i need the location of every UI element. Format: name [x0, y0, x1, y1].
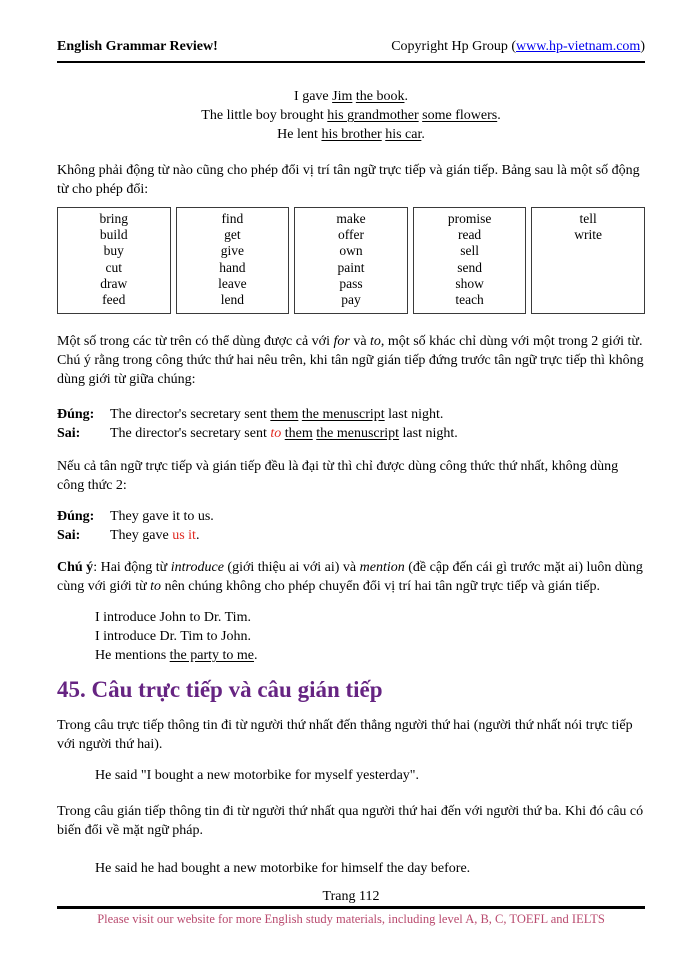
- text-segment: Chú ý: [57, 560, 94, 576]
- verb-item: bring: [99, 211, 129, 226]
- verb-item: hand: [219, 259, 246, 275]
- text-segment: The little boy brought: [201, 108, 328, 123]
- header-copyright: [391, 38, 645, 56]
- para-direct-speech: Trong câu trực tiếp thông tin đi từ người thứ nhất đến thẳng người thứ hai (người thứ nhất nói trực tiếp với người thứ hai).: [57, 718, 633, 753]
- correct-label: Đúng:: [57, 407, 95, 423]
- text-segment: last night.: [384, 407, 444, 423]
- verb-item: show: [455, 275, 484, 291]
- text-segment: (đề cập đến cái gì trước mặt ai) luôn dùng cùng với giới từ: [57, 560, 643, 595]
- copyright-suffix: ): [640, 39, 645, 54]
- text-segment: They gave: [110, 528, 173, 544]
- example-line: [95, 646, 645, 665]
- wrong-sentence: [110, 424, 645, 443]
- text-segment: his grandmother: [327, 108, 419, 123]
- verb-item: sell: [460, 243, 479, 259]
- text-segment: us it: [172, 528, 196, 544]
- text-segment: , một số khác chỉ dùng với một trong 2 giới từ. Chú ý rằng trong công thức thứ hai nêu trên, khi tân ngữ gián tiếp đứng trước tân ngữ trực tiếp thì không dùng giới từ giữa chúng:: [57, 334, 644, 388]
- text-segment: The director's secretary sent: [110, 426, 271, 442]
- para-table-intro: Không phải động từ nào cũng cho phép đổi vị trí tân ngữ trực tiếp và gián tiếp. Bảng sau là một số động từ cho phép đổi:: [57, 163, 640, 197]
- text-segment: I introduce John to Dr. Tim.: [95, 610, 251, 626]
- correct-row: [57, 507, 645, 526]
- correct-wrong-block-1: [57, 405, 645, 443]
- verb-table-column: [57, 207, 171, 314]
- example-line: [57, 125, 645, 144]
- header-title: English Grammar Review!: [57, 39, 218, 54]
- text-segment: them: [284, 426, 313, 442]
- text-segment: They gave it to us.: [110, 509, 214, 525]
- verb-item: leave: [218, 275, 247, 291]
- verb-table-column: [176, 207, 290, 314]
- text-segment: his car: [385, 127, 422, 142]
- footer-rule: [57, 906, 645, 909]
- text-segment: I introduce Dr. Tim to John.: [95, 629, 251, 645]
- text-segment: to: [150, 579, 162, 595]
- ditransitive-examples: [57, 87, 645, 144]
- example-indirect-speech: He said he had bought a new motorbike for himself the day before.: [95, 861, 471, 877]
- copyright-prefix: Copyright Hp Group (: [391, 39, 517, 54]
- example-line: [57, 87, 645, 106]
- text-segment: He lent: [277, 127, 322, 142]
- verb-item: promise: [447, 211, 492, 226]
- correct-sentence: [110, 405, 645, 424]
- correct-sentence: [110, 507, 645, 526]
- verb-item: own: [339, 243, 363, 259]
- wrong-row: [57, 424, 645, 443]
- verb-item: make: [336, 211, 366, 226]
- verb-item: find: [221, 211, 244, 226]
- verb-table-column: [413, 207, 527, 314]
- verb-item: lend: [220, 292, 245, 308]
- verb-item: teach: [455, 292, 484, 308]
- example-line: [95, 608, 645, 627]
- text-segment: to: [370, 334, 381, 350]
- verb-table: [57, 207, 645, 314]
- text-segment: some flowers: [422, 108, 498, 123]
- verb-item: paint: [337, 259, 365, 275]
- text-segment: He mentions: [95, 648, 170, 664]
- text-segment: the menuscript: [301, 407, 385, 423]
- text-segment: và: [349, 334, 371, 350]
- verb-item: pay: [341, 292, 361, 308]
- section-heading-45: 45. Câu trực tiếp và câu gián tiếp: [57, 677, 383, 703]
- page-footer: [57, 888, 645, 927]
- wrong-sentence: [110, 526, 645, 545]
- example-direct-speech: He said "I bought a new motorbike for myself yesterday".: [95, 768, 420, 784]
- text-segment: the book: [355, 89, 405, 104]
- correct-wrong-block-2: [57, 507, 645, 545]
- text-segment: Một số trong các từ trên có thể dùng được cả với: [57, 334, 334, 350]
- page-header: [57, 38, 645, 63]
- text-segment: introduce: [170, 560, 224, 576]
- text-segment: .: [421, 127, 425, 142]
- verb-item: buy: [103, 243, 124, 259]
- verb-item: read: [457, 227, 482, 243]
- verb-item: feed: [102, 292, 126, 308]
- verb-table-column: [294, 207, 408, 314]
- verb-item: cut: [105, 259, 123, 275]
- text-segment: the party to me: [169, 648, 255, 664]
- para-indirect-speech: Trong câu gián tiếp thông tin đi từ người thứ nhất qua người thứ hai đến với người thứ ba. Khi đó câu có biến đổi về mặt ngữ pháp.: [57, 804, 644, 839]
- text-segment: his brother: [321, 127, 382, 142]
- para-prepositions: [57, 332, 645, 389]
- text-segment: last night.: [399, 426, 458, 442]
- wrong-label: Sai:: [57, 426, 81, 442]
- verb-item: offer: [337, 227, 364, 243]
- footer-notice: Please visit our website for more English study materials, including level A, B, C, TOEFL and IELTS: [97, 912, 605, 927]
- introduce-mention-examples: [95, 608, 645, 665]
- verb-item: draw: [100, 275, 128, 291]
- wrong-label: Sai:: [57, 528, 81, 544]
- verb-item: build: [99, 227, 128, 243]
- text-segment: (giới thiệu ai với ai) và: [223, 560, 360, 576]
- text-segment: Jim: [332, 89, 353, 104]
- verb-item: give: [220, 243, 245, 259]
- verb-item: send: [457, 259, 482, 275]
- verb-item: write: [574, 227, 603, 243]
- correct-row: [57, 405, 645, 424]
- text-segment: .: [254, 648, 258, 664]
- verb-item: get: [224, 227, 241, 243]
- text-segment: mention: [359, 560, 405, 576]
- verb-item: tell: [579, 211, 597, 226]
- wrong-row: [57, 526, 645, 545]
- para-pronouns: Nếu cả tân ngữ trực tiếp và gián tiếp đều là đại từ thì chỉ được dùng công thức thứ nhất, không dùng công thức 2:: [57, 459, 619, 494]
- text-segment: the menuscript: [316, 426, 400, 442]
- hp-vietnam-link[interactable]: www.hp-vietnam.com: [516, 39, 641, 54]
- text-segment: .: [404, 89, 408, 104]
- text-segment: nên chúng không cho phép chuyển đổi vị trí hai tân ngữ trực tiếp và gián tiếp.: [161, 579, 601, 595]
- text-segment: to: [270, 426, 282, 442]
- text-segment: .: [497, 108, 501, 123]
- verb-item: pass: [339, 275, 363, 291]
- example-line: [95, 627, 645, 646]
- text-segment: The director's secretary sent: [110, 407, 271, 423]
- page-number: Trang 112: [322, 889, 380, 905]
- text-segment: .: [195, 528, 200, 544]
- text-segment: : Hai động từ: [93, 560, 171, 576]
- verb-table-column: [531, 207, 645, 314]
- correct-label: Đúng:: [57, 509, 95, 525]
- note-chu-y: [57, 558, 645, 596]
- text-segment: I gave: [294, 89, 333, 104]
- example-line: [57, 106, 645, 125]
- text-segment: for: [333, 334, 350, 350]
- text-segment: them: [270, 407, 299, 423]
